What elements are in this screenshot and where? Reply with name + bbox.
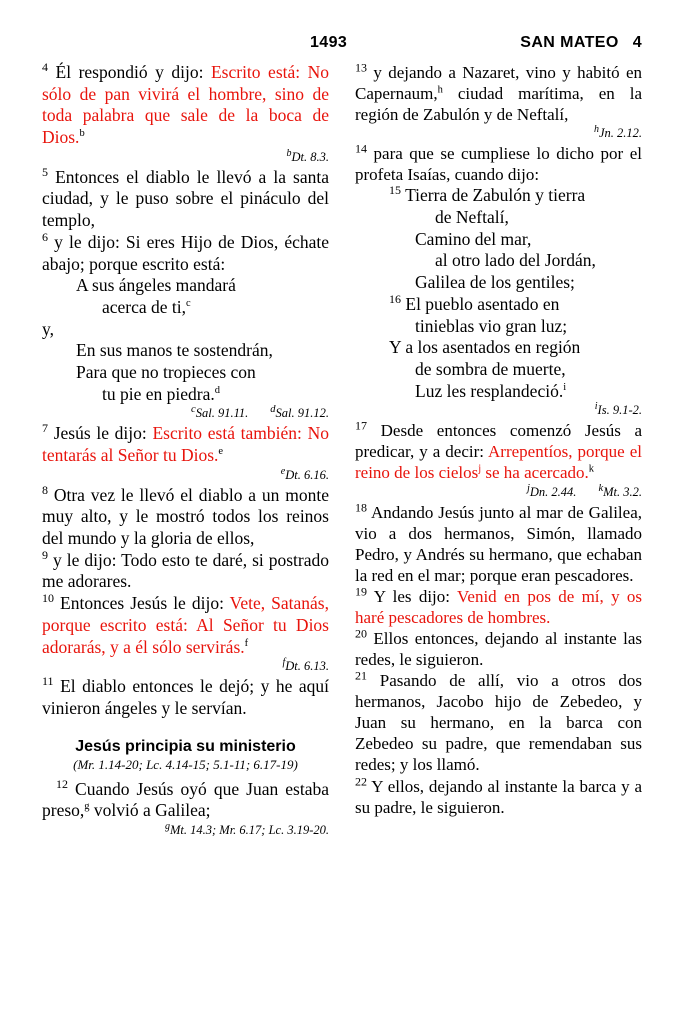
verse-19 — [355, 586, 642, 628]
verse-number: 16 — [389, 292, 401, 306]
footnote-e — [42, 465, 329, 483]
verse-4 — [42, 62, 329, 149]
verse-text-black: Jesús le dijo: — [53, 423, 153, 444]
poetry-line-16 — [355, 294, 642, 316]
verse-text: Cuando Jesús oyó que Juan estaba preso, — [42, 778, 329, 821]
footnote-letter: d — [270, 404, 276, 416]
footnote-ref: Dn. 2.44. — [529, 484, 577, 499]
verse-text-red-cont: se ha acercado. — [481, 463, 589, 483]
footnote-letter: g — [164, 820, 170, 832]
verse-text: y le dijo: Si eres Hijo de Dios, échate abajo; porque escrito está: — [42, 231, 330, 274]
verse-text: y dejando a Nazaret, vino y habitó en Capernaum, — [355, 63, 643, 104]
poetry-text: acerca de ti, — [102, 296, 187, 317]
footnote-letter: e — [280, 465, 286, 477]
verse-22 — [355, 773, 643, 818]
poetry-line: y, — [42, 318, 54, 339]
poetry-line: de sombra de muerte, — [415, 358, 566, 379]
verse-21 — [355, 670, 642, 775]
footnote-row-jk — [355, 482, 642, 500]
footnote-ref: Mt. 3.2. — [603, 484, 642, 499]
verse-number: 11 — [42, 674, 54, 689]
verse-text-red: Escrito está también: No tentarás al Señor tu Dios. — [42, 423, 329, 465]
page-header — [40, 34, 642, 56]
verse-11 — [42, 676, 329, 719]
verse-text-black: Entonces Jesús le dijo: — [60, 593, 230, 614]
poetry-line: Galilea de los gentiles; — [415, 272, 575, 293]
verse-text-cont: ciudad marítima, en la región de Zabulón y de Neftalí, — [355, 84, 642, 125]
verse-text: Ellos entonces, dejando al instante las redes, le siguieron. — [355, 628, 643, 670]
footnote-letter: i — [594, 401, 598, 413]
verse-number: 9 — [42, 547, 48, 562]
verse-text-red: Venid en pos de mí, y os haré pescadores de hombres. — [355, 586, 642, 627]
footnote-ref: Dt. 8.3. — [291, 149, 329, 164]
verse-7 — [42, 423, 329, 466]
section-cross-references: (Mr. 1.14-20; Lc. 4.14-15; 5.1-11; 6.17-19) — [73, 756, 298, 772]
verse-10 — [42, 593, 329, 658]
poetry-line — [42, 297, 329, 319]
footnote-d — [270, 406, 329, 421]
verse-5 — [42, 164, 329, 232]
verse-number: 10 — [42, 591, 54, 606]
section-heading: Jesús principia su ministerio — [75, 737, 296, 755]
footnote-row-cd — [42, 406, 329, 421]
verse-number: 13 — [355, 60, 367, 75]
poetry-line: A sus ángeles mandará — [76, 275, 236, 296]
footnote-b — [42, 147, 329, 165]
poetry-text: El pueblo asentado en — [405, 293, 560, 314]
verse-text-black: Él respondió y dijo: — [55, 62, 211, 82]
verse-text-cont: volvió a Galilea; — [89, 800, 211, 821]
verse-text-red: Vete, Satanás, porque escrito está: Al Señor tu Dios adorarás, y a él sólo servirás. — [42, 593, 329, 657]
verse-18 — [355, 499, 643, 586]
poetry-text: tu pie en piedra. — [102, 383, 215, 404]
verse-number: 5 — [42, 164, 48, 179]
footnote-marker-b[interactable]: b — [79, 128, 85, 140]
poetry-line-15 — [355, 185, 642, 207]
verse-number: 22 — [355, 773, 367, 788]
verse-text-red: Arrepentíos, porque el reino de los cielos — [355, 442, 642, 483]
verse-text: Pasando de allí, vio a otros dos hermanos, Jacobo hijo de Zebedeo, y Juan su hermano, en la barca con Zebedeo su padre, que remendaban sus redes; y los llamó. — [355, 671, 642, 775]
verse-text: Entonces el diablo le llevó a la santa ciudad, y le puso sobre el pináculo del templo, — [42, 166, 329, 231]
verse-text-red: Escrito está: No sólo de pan vivirá el hombre, sino de toda palabra que sale de la boca de Dios. — [42, 62, 330, 148]
footnote-f — [42, 659, 329, 674]
verse-text-black: Y les dijo: — [373, 586, 457, 606]
footnote-marker-g[interactable]: g — [84, 801, 90, 813]
footnote-ref: Dt. 6.13. — [285, 659, 329, 674]
verse-number: 18 — [355, 499, 367, 514]
footnote-i — [355, 403, 642, 418]
footnote-ref: Jn. 2.12. — [598, 126, 642, 141]
verse-number: 17 — [355, 418, 367, 433]
footnote-marker-f[interactable]: f — [244, 637, 249, 649]
footnote-letter: c — [191, 404, 196, 416]
two-column-body — [42, 62, 642, 1002]
verse-8 — [42, 482, 330, 550]
verse-text: y le dijo: Todo esto te daré, si postrado me adorares. — [42, 549, 330, 592]
poetry-line — [355, 381, 642, 403]
footnote-marker-i[interactable]: i — [563, 381, 567, 393]
poetry-line: En sus manos te sostendrán, — [76, 340, 273, 361]
footnote-marker-c[interactable]: c — [186, 298, 191, 310]
footnote-c — [191, 406, 248, 421]
verse-text: El diablo entonces le dejó; y he aquí vinieron ángeles y le servían. — [42, 676, 330, 718]
verse-text: Otra vez le llevó el diablo a un monte muy alto, y le mostró todos los reinos del mundo y la gloria de ellos, — [42, 484, 330, 549]
verse-number: 8 — [42, 482, 48, 497]
footnote-marker-j[interactable]: j — [478, 463, 482, 475]
verse-text: Andando Jesús junto al mar de Galilea, vio a dos hermanos, Simón, llamado Pedro, y Andrés su hermano, que echaban la red en el mar; porque eran pescadores. — [355, 502, 643, 585]
footnote-marker-k[interactable]: k — [588, 463, 594, 475]
verse-number: 6 — [42, 229, 48, 244]
page-number: 1493 — [310, 34, 348, 51]
verse-number: 7 — [42, 421, 48, 436]
verse-number: 20 — [355, 626, 367, 641]
verse-text-black: Desde entonces comenzó Jesús a predicar, y a decir: — [355, 421, 642, 462]
poetry-line — [42, 384, 329, 406]
column-right — [355, 62, 642, 1002]
footnote-ref: Sal. 91.12. — [275, 406, 329, 421]
poetry-text: Tierra de Zabulón y tierra — [405, 185, 586, 206]
poetry-line: de Neftalí, — [435, 207, 509, 228]
footnote-marker-h[interactable]: h — [437, 84, 443, 96]
verse-number: 21 — [355, 668, 367, 683]
footnote-j — [526, 482, 577, 500]
verse-number: 19 — [355, 584, 367, 599]
poetry-line: tinieblas vio gran luz; — [415, 315, 568, 336]
verse-text: para que se cumpliese lo dicho por el profeta Isaías, cuando dijo: — [355, 144, 642, 185]
poetry-line: Y a los asentados en región — [389, 337, 581, 358]
footnote-ref: Sal. 91.11. — [195, 406, 249, 421]
book-name: SAN MATEO — [520, 34, 619, 51]
verse-17 — [355, 420, 642, 483]
verse-14 — [355, 143, 642, 185]
verse-number: 15 — [389, 183, 401, 198]
verse-number: 12 — [56, 776, 68, 791]
verse-number: 4 — [42, 60, 48, 75]
footnote-marker-d[interactable]: d — [214, 384, 220, 396]
footnote-k — [598, 482, 642, 500]
footnote-marker-e[interactable]: e — [218, 446, 224, 458]
chapter-number: 4 — [632, 34, 642, 51]
footnote-ref: Dt. 6.16. — [285, 467, 329, 482]
poetry-line: Camino del mar, — [415, 228, 532, 249]
verse-12 — [42, 776, 329, 822]
footnote-letter: j — [526, 482, 530, 494]
footnote-letter: k — [598, 482, 604, 494]
poetry-line: Para que no tropieces con — [76, 361, 256, 382]
footnote-g — [42, 820, 329, 838]
verse-number: 14 — [355, 141, 367, 156]
verse-20 — [355, 628, 642, 670]
footnote-h — [355, 126, 642, 141]
running-head — [520, 34, 642, 52]
footnote-ref: Is. 9.1-2. — [597, 403, 642, 418]
verse-13 — [355, 62, 642, 125]
poetry-line: al otro lado del Jordán, — [435, 250, 596, 271]
verse-6 — [42, 229, 330, 275]
footnote-letter: f — [282, 657, 286, 669]
poetry-text: Luz les resplandeció. — [415, 380, 564, 401]
column-left — [42, 62, 333, 1002]
verse-9 — [42, 547, 330, 593]
footnote-ref: Mt. 14.3; Mr. 6.17; Lc. 3.19-20. — [169, 822, 329, 837]
footnote-letter: b — [286, 147, 292, 159]
verse-text: Y ellos, dejando al instante la barca y a su padre, le siguieron. — [355, 776, 643, 817]
footnote-letter: h — [593, 124, 599, 136]
